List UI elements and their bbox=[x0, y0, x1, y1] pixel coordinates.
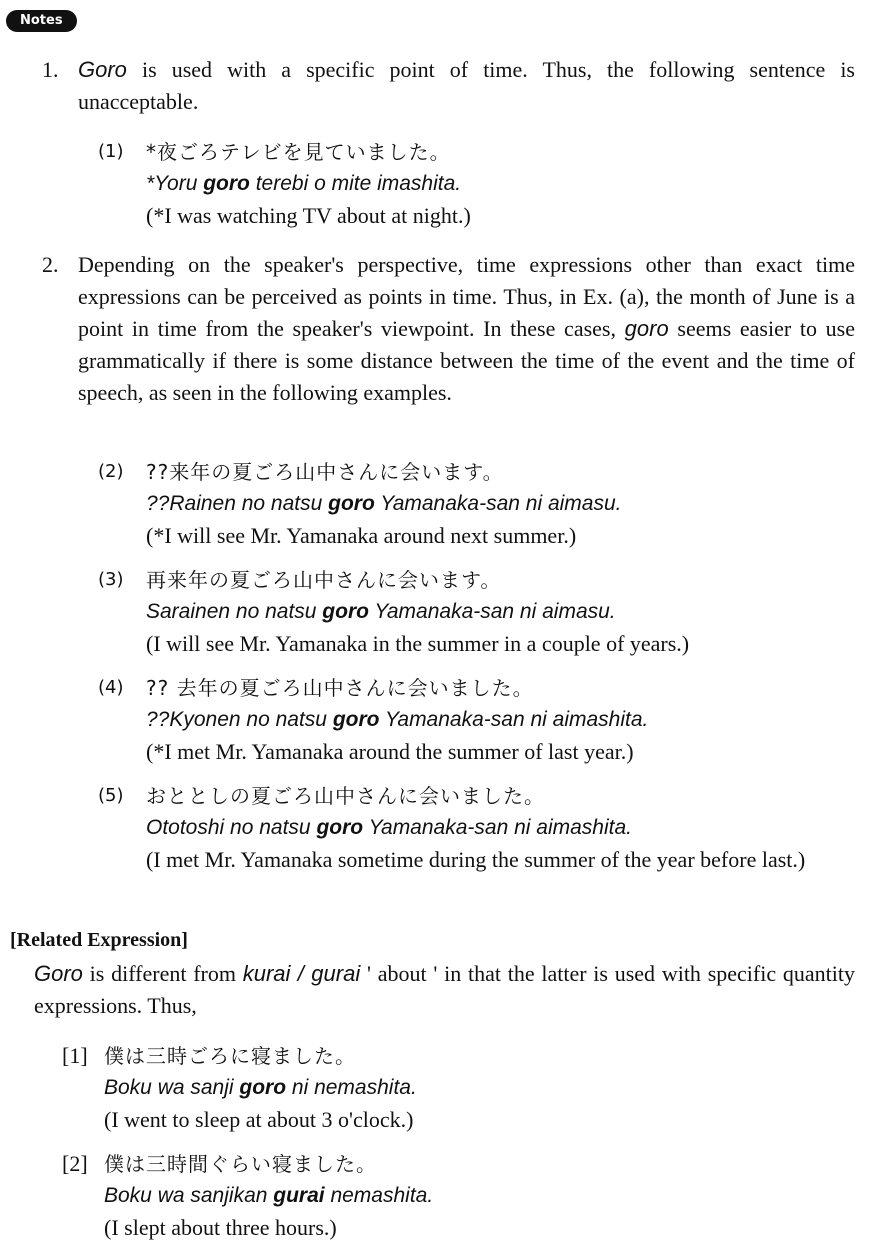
english-translation: (*I was watching TV about at night.) bbox=[146, 203, 471, 228]
note-1 bbox=[42, 54, 855, 118]
romaji-key: gurai bbox=[273, 1184, 325, 1207]
term: goro bbox=[624, 316, 669, 341]
romaji-key: goro bbox=[322, 600, 369, 623]
example-number: (3) bbox=[98, 569, 124, 590]
related-expression-heading: [Related Expression] bbox=[10, 929, 188, 951]
example-number: (4) bbox=[98, 677, 124, 698]
note-text bbox=[78, 249, 855, 409]
romaji-key: goro bbox=[332, 708, 380, 731]
related-expression-text bbox=[34, 958, 855, 1022]
romaji-sentence bbox=[146, 704, 648, 736]
example-5 bbox=[98, 780, 856, 876]
japanese-sentence: 再来年の夏ごろ山中さんに会います。 bbox=[146, 568, 502, 592]
romaji-post: terebi o mite imashita. bbox=[249, 172, 462, 195]
example-number: (2) bbox=[98, 461, 124, 482]
note-body: Depending on the speaker's perspective, time expressions other than exact time expressions can be perceived as points in time. Thus, in Ex. (a), the month of June is a point in time from the speaker's viewpoint. In these cases, bbox=[78, 252, 855, 341]
romaji-sentence bbox=[146, 812, 856, 844]
romaji-post: Yamanaka-san ni aimashita. bbox=[363, 816, 632, 839]
japanese-sentence: ??来年の夏ごろ山中さんに会います。 bbox=[146, 460, 504, 484]
english-translation: (I slept about three hours.) bbox=[104, 1215, 337, 1240]
romaji-pre: *Yoru bbox=[146, 172, 204, 195]
note-number: 1. bbox=[42, 57, 59, 82]
japanese-sentence: おととしの夏ごろ山中さんに会いました。 bbox=[146, 784, 545, 808]
japanese-sentence: *夜ごろテレビを見ていました。 bbox=[146, 140, 451, 164]
note-body: seems easier to use grammatically if there is some distance between the time of the event and the time of speech, as seen in the following examples. bbox=[78, 316, 855, 405]
related-body: is different from bbox=[82, 961, 243, 986]
term: Goro bbox=[78, 57, 127, 82]
notes-badge: Notes bbox=[6, 10, 77, 32]
japanese-sentence: 僕は三時間ぐらい寝ました。 bbox=[104, 1152, 377, 1176]
example-number: [1] bbox=[62, 1043, 88, 1068]
romaji-post: Yamanaka-san ni aimasu. bbox=[368, 600, 616, 623]
romaji-post: ni nemashita. bbox=[286, 1076, 417, 1099]
example-4 bbox=[98, 672, 648, 768]
romaji-sentence bbox=[146, 168, 471, 200]
romaji-sentence bbox=[104, 1180, 433, 1212]
english-translation: (I went to sleep at about 3 o'clock.) bbox=[104, 1107, 414, 1132]
term: Goro bbox=[34, 961, 83, 986]
note-body: is used with a specific point of time. Thus, the following sentence is unacceptable. bbox=[78, 57, 855, 114]
romaji-key: goro bbox=[328, 492, 375, 515]
romaji-post: Yamanaka-san ni aimasu. bbox=[374, 492, 622, 515]
note-2 bbox=[42, 249, 855, 409]
romaji-pre: ??Rainen no natsu bbox=[146, 492, 329, 515]
japanese-sentence: 僕は三時ごろに寝ました。 bbox=[104, 1044, 356, 1068]
japanese-sentence: ?? 去年の夏ごろ山中さんに会いました。 bbox=[146, 676, 534, 700]
romaji-sentence bbox=[146, 596, 689, 628]
example-number: (5) bbox=[98, 785, 124, 806]
related-example-1 bbox=[62, 1040, 417, 1136]
english-translation: (I met Mr. Yamanaka sometime during the summer of the year before last.) bbox=[146, 847, 806, 872]
romaji-pre: Boku wa sanji bbox=[104, 1076, 240, 1099]
english-translation: (*I will see Mr. Yamanaka around next summer.) bbox=[146, 523, 577, 548]
romaji-pre: Sarainen no natsu bbox=[146, 600, 323, 623]
romaji-sentence bbox=[146, 488, 622, 520]
example-2 bbox=[98, 456, 622, 552]
note-text bbox=[78, 54, 855, 118]
romaji-sentence bbox=[104, 1072, 417, 1104]
romaji-key: goro bbox=[239, 1076, 287, 1099]
romaji-pre: Ototoshi no natsu bbox=[146, 816, 317, 839]
example-number: [2] bbox=[62, 1151, 88, 1176]
english-translation: (*I met Mr. Yamanaka around the summer of last year.) bbox=[146, 739, 634, 764]
example-1 bbox=[98, 136, 471, 232]
example-3 bbox=[98, 564, 689, 660]
romaji-post: nemashita. bbox=[324, 1184, 434, 1207]
romaji-key: goro bbox=[203, 172, 250, 195]
related-body: ' about ' in that the latter is used with specific quantity expressions. Thus, bbox=[34, 961, 855, 1018]
romaji-post: Yamanaka-san ni aimashita. bbox=[379, 708, 649, 731]
related-example-2 bbox=[62, 1148, 433, 1244]
romaji-key: goro bbox=[316, 816, 364, 839]
romaji-pre: Boku wa sanjikan bbox=[104, 1184, 274, 1207]
romaji-pre: ??Kyonen no natsu bbox=[146, 708, 333, 731]
example-number: (1) bbox=[98, 141, 124, 162]
english-translation: (I will see Mr. Yamanaka in the summer in a couple of years.) bbox=[146, 631, 690, 656]
term: kurai / gurai bbox=[242, 961, 361, 986]
note-number: 2. bbox=[42, 252, 59, 277]
